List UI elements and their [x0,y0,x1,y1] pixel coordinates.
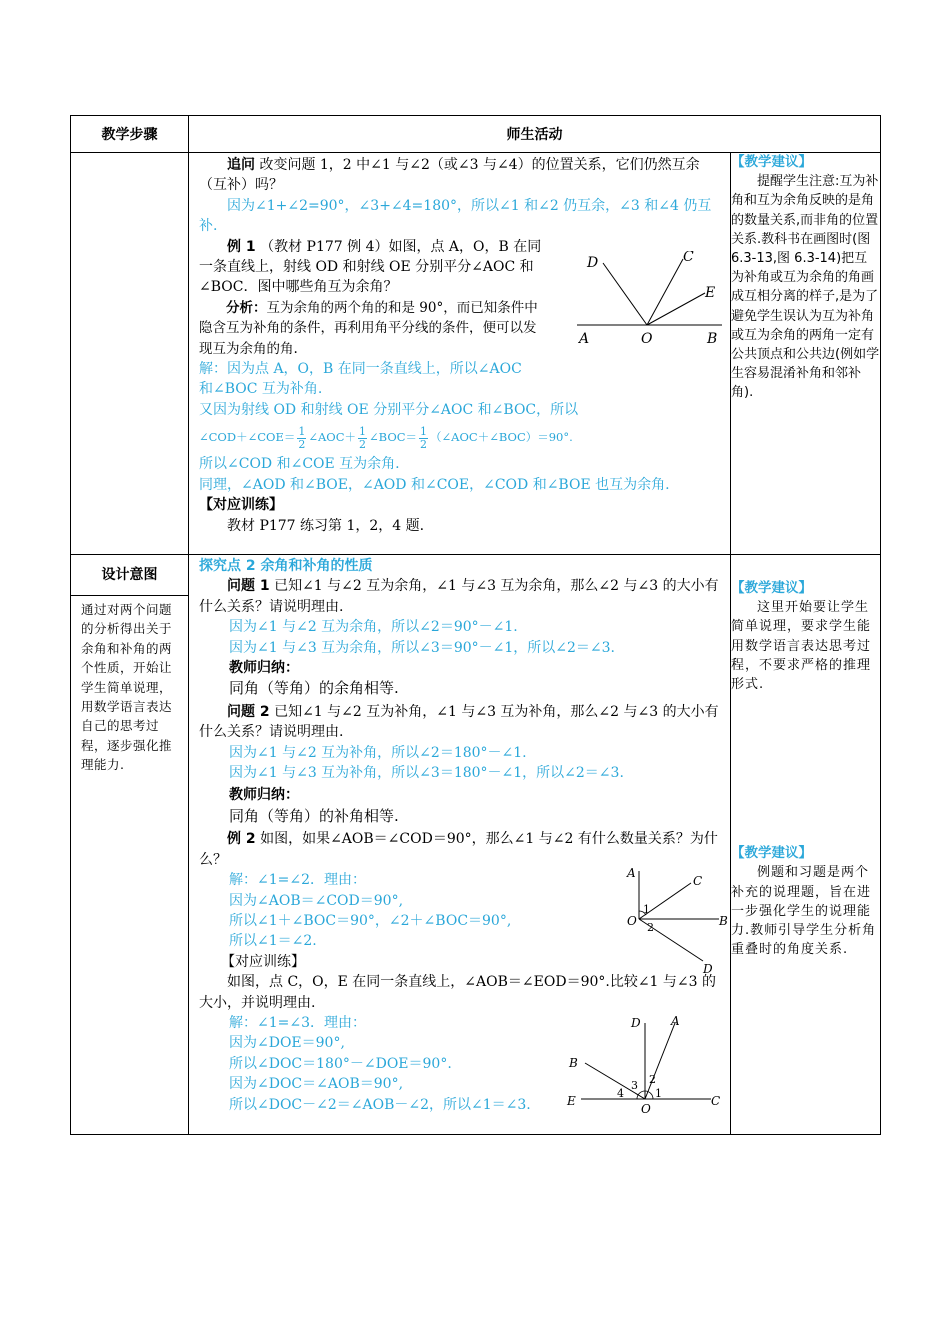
example2-answer-1: 解：∠1=∠2．理由： [229,872,367,889]
fig3-label-4: 4 [617,1087,624,1100]
summary-text-1: 同角（等角）的余角相等. [229,679,399,698]
suggestion-text-2: 这里开始要让学生简单说理，要求学生能用数学语言表达思考过程，不要求严格的推理形式. [731,600,872,693]
suggestion-tag-3: 【教学建议】 [731,845,812,862]
fig3-label-c: C [711,1094,721,1108]
summary-label-2: 教师归纳： [229,787,299,804]
fraction-half-1: $\frac{1}{2}$ [298,424,306,451]
fig3-label-3: 3 [631,1079,638,1092]
example1-label: 例 1 [227,238,256,255]
question2-answer-1: 因为∠1 与∠2 互为补角，所以∠2＝180°－∠1. [229,744,527,761]
fig1-label-o: O [641,331,653,347]
formula-part-b: ∠AOC＋ [308,430,357,445]
fig1-label-b: B [707,331,718,347]
row1-suggestion [731,153,881,555]
example2-label: 例 2 [227,831,256,848]
training-answer-1: 解：∠1=∠3．理由： [229,1014,367,1031]
example2-answer-4: 所以∠1＝∠2. [229,933,317,950]
zhuiwen-answer: 因为∠1+∠2=90°，∠3+∠4=180°，所以∠1 和∠2 仍互余，∠3 和∠4 仍互补. [199,197,712,235]
training-answer-2: 因为∠DOE＝90°, [229,1035,345,1052]
row1-content [189,153,731,555]
summary-label-1: 教师归纳： [229,660,299,677]
figure-training [559,1015,729,1115]
training-label-2: 【对应训练】 [221,953,305,970]
fig2-label-o: O [627,914,637,928]
row-2 [71,555,881,1135]
example2-answer-3: 所以∠1＋∠BOC＝90°，∠2＋∠BOC＝90°, [229,912,512,929]
training-answer-5: 所以∠DOC－∠2＝∠AOB－∠2，所以∠1＝∠3. [229,1096,531,1113]
training-label-1: 【对应训练】 [199,497,283,514]
header-row [71,116,881,153]
analysis-label: 分析： [226,299,267,316]
formula-part-a: ∠COD＋∠COE＝ [199,430,296,445]
suggestion-text-1: 提醒学生注意:互为补角和互为余角反映的是角的数量关系,而非角的位置关系.教科书在画图时(图 6.3-13,图 6.3-14)把互为补角或互为余角的角画成互相分离的样子,是为了避免学生误认为互为补角或互为余角的两角一定有公共顶点和公共边(例如学生容易混淆补角和邻补角). [731,174,880,401]
figure-example2 [619,865,729,977]
zhuiwen-text: 改变问题 1，2 中∠1 与∠2（或∠3 与∠4）的位置关系，它们仍然互余（互补）吗？ [199,157,700,194]
question1-label: 问题 1 [227,578,270,595]
question2-label: 问题 2 [227,703,270,720]
solution-line-4: 同理，∠AOD 和∠BOE，∠AOD 和∠COE，∠COD 和∠BOE 也互为余角. [199,476,670,493]
fig3-label-o: O [641,1102,651,1115]
solution-line-1: 解：因为点 A，O，B 在同一条直线上，所以∠AOC 和∠BOC 互为补角. [199,361,522,398]
example2-answer-2: 因为∠AOB＝∠COD＝90°, [229,892,404,909]
fig2-label-c: C [693,874,703,888]
fig3-label-2: 2 [649,1073,656,1086]
fig1-label-c: C [683,251,694,265]
formula-part-d: （∠AOC＋∠BOC）＝90°. [430,430,573,445]
solution-formula [199,420,722,454]
question2-answer-2: 因为∠1 与∠3 互为补角，所以∠3＝180°－∠1，所以∠2＝∠3. [229,765,624,782]
question2-text: 已知∠1 与∠2 互为补角，∠1 与∠3 互为补角，那么∠2 与∠3 的大小有什么关系？请说明理由. [199,703,719,741]
fig2-label-b: B [719,914,728,928]
header-activities: 师生活动 [189,116,881,153]
fig1-label-a: A [579,331,590,347]
fig3-label-e: E [567,1094,576,1108]
solution-line-2: 又因为射线 OD 和射线 OE 分别平分∠AOC 和∠BOC，所以 [199,401,579,418]
zhuiwen-label: 追问 [227,157,255,173]
question1-text: 已知∠1 与∠2 互为余角，∠1 与∠3 互为余角，那么∠2 与∠3 的大小有什么关系？请说明理由. [199,578,719,615]
example1-text: （教材 P177 例 4）如图，点 A，O，B 在同一条直线上，射线 OD 和射线 OE 分别平分∠AOC 和∠BOC．图中哪些角互为余角？ [199,238,542,296]
fig1-label-e: E [705,285,716,301]
fig2-label-2: 2 [647,921,654,934]
row2-content [189,555,731,1135]
fig2-label-a: A [627,866,636,880]
question1-answer-1: 因为∠1 与∠2 互为余角，所以∠2＝90°－∠1. [229,619,518,636]
training-answer-4: 因为∠DOC＝∠AOB＝90°, [229,1076,404,1093]
design-intent-title: 设计意图 [71,555,188,596]
fig3-label-1: 1 [655,1087,662,1100]
fig3-label-b: B [569,1056,578,1070]
figure-angle-bisectors [577,251,727,351]
row1-left-cell [71,153,189,555]
fig2-label-d: D [703,962,713,976]
suggestion-text-3: 例题和习题是两个补充的说理题，旨在进一步强化学生的说理能力.教师引导学生分析角重叠时的角度关系. [731,865,877,958]
summary-text-2: 同角（等角）的补角相等. [229,806,399,825]
training-text-1: 教材 P177 练习第 1，2，4 题. [227,517,425,534]
solution-line-3: 所以∠COD 和∠COE 互为余角. [199,456,400,473]
row2-suggestion [731,555,881,1135]
example2-text: 如图，如果∠AOB＝∠COD＝90°，那么∠1 与∠2 有什么数量关系？为什么？ [199,831,718,868]
fraction-half-2: $\frac{1}{2}$ [359,424,367,451]
row2-left-cell [71,555,189,1135]
formula-part-c: ∠BOC＝ [369,430,418,445]
explore-title: 探究点 2 余角和补角的性质 [199,558,373,574]
fig2-label-1: 1 [643,903,650,916]
lesson-table [70,115,881,1135]
training-answer-3: 所以∠DOC＝180°－∠DOE＝90°. [229,1055,452,1072]
fraction-half-3: $\frac{1}{2}$ [420,424,428,451]
fig1-label-d: D [587,255,599,271]
training-text-2: 如图，点 C，O，E 在同一条直线上，∠AOB＝∠EOD＝90°.比较∠1 与∠3 的大小，并说明理由. [199,974,717,1011]
row-1 [71,153,881,555]
question1-answer-2: 因为∠1 与∠3 互为余角，所以∠3＝90°－∠1，所以∠2＝∠3. [229,639,615,656]
fig3-label-d: D [631,1016,641,1030]
analysis-text: 互为余角的两个角的和是 90°，而已知条件中隐含互为补角的条件，再利用角平分线的条件，便可以发现互为余角的角. [199,299,538,357]
header-steps: 教学步骤 [71,116,189,153]
design-intent-text: 通过对两个问题的分析得出关于余角和补角的两个性质，开始让学生简单说理，用数学语言表达自己的思考过程，逐步强化推理能力. [81,602,173,773]
fig3-label-a: A [671,1015,680,1028]
suggestion-tag-2: 【教学建议】 [731,580,812,596]
suggestion-tag-1: 【教学建议】 [731,154,812,170]
